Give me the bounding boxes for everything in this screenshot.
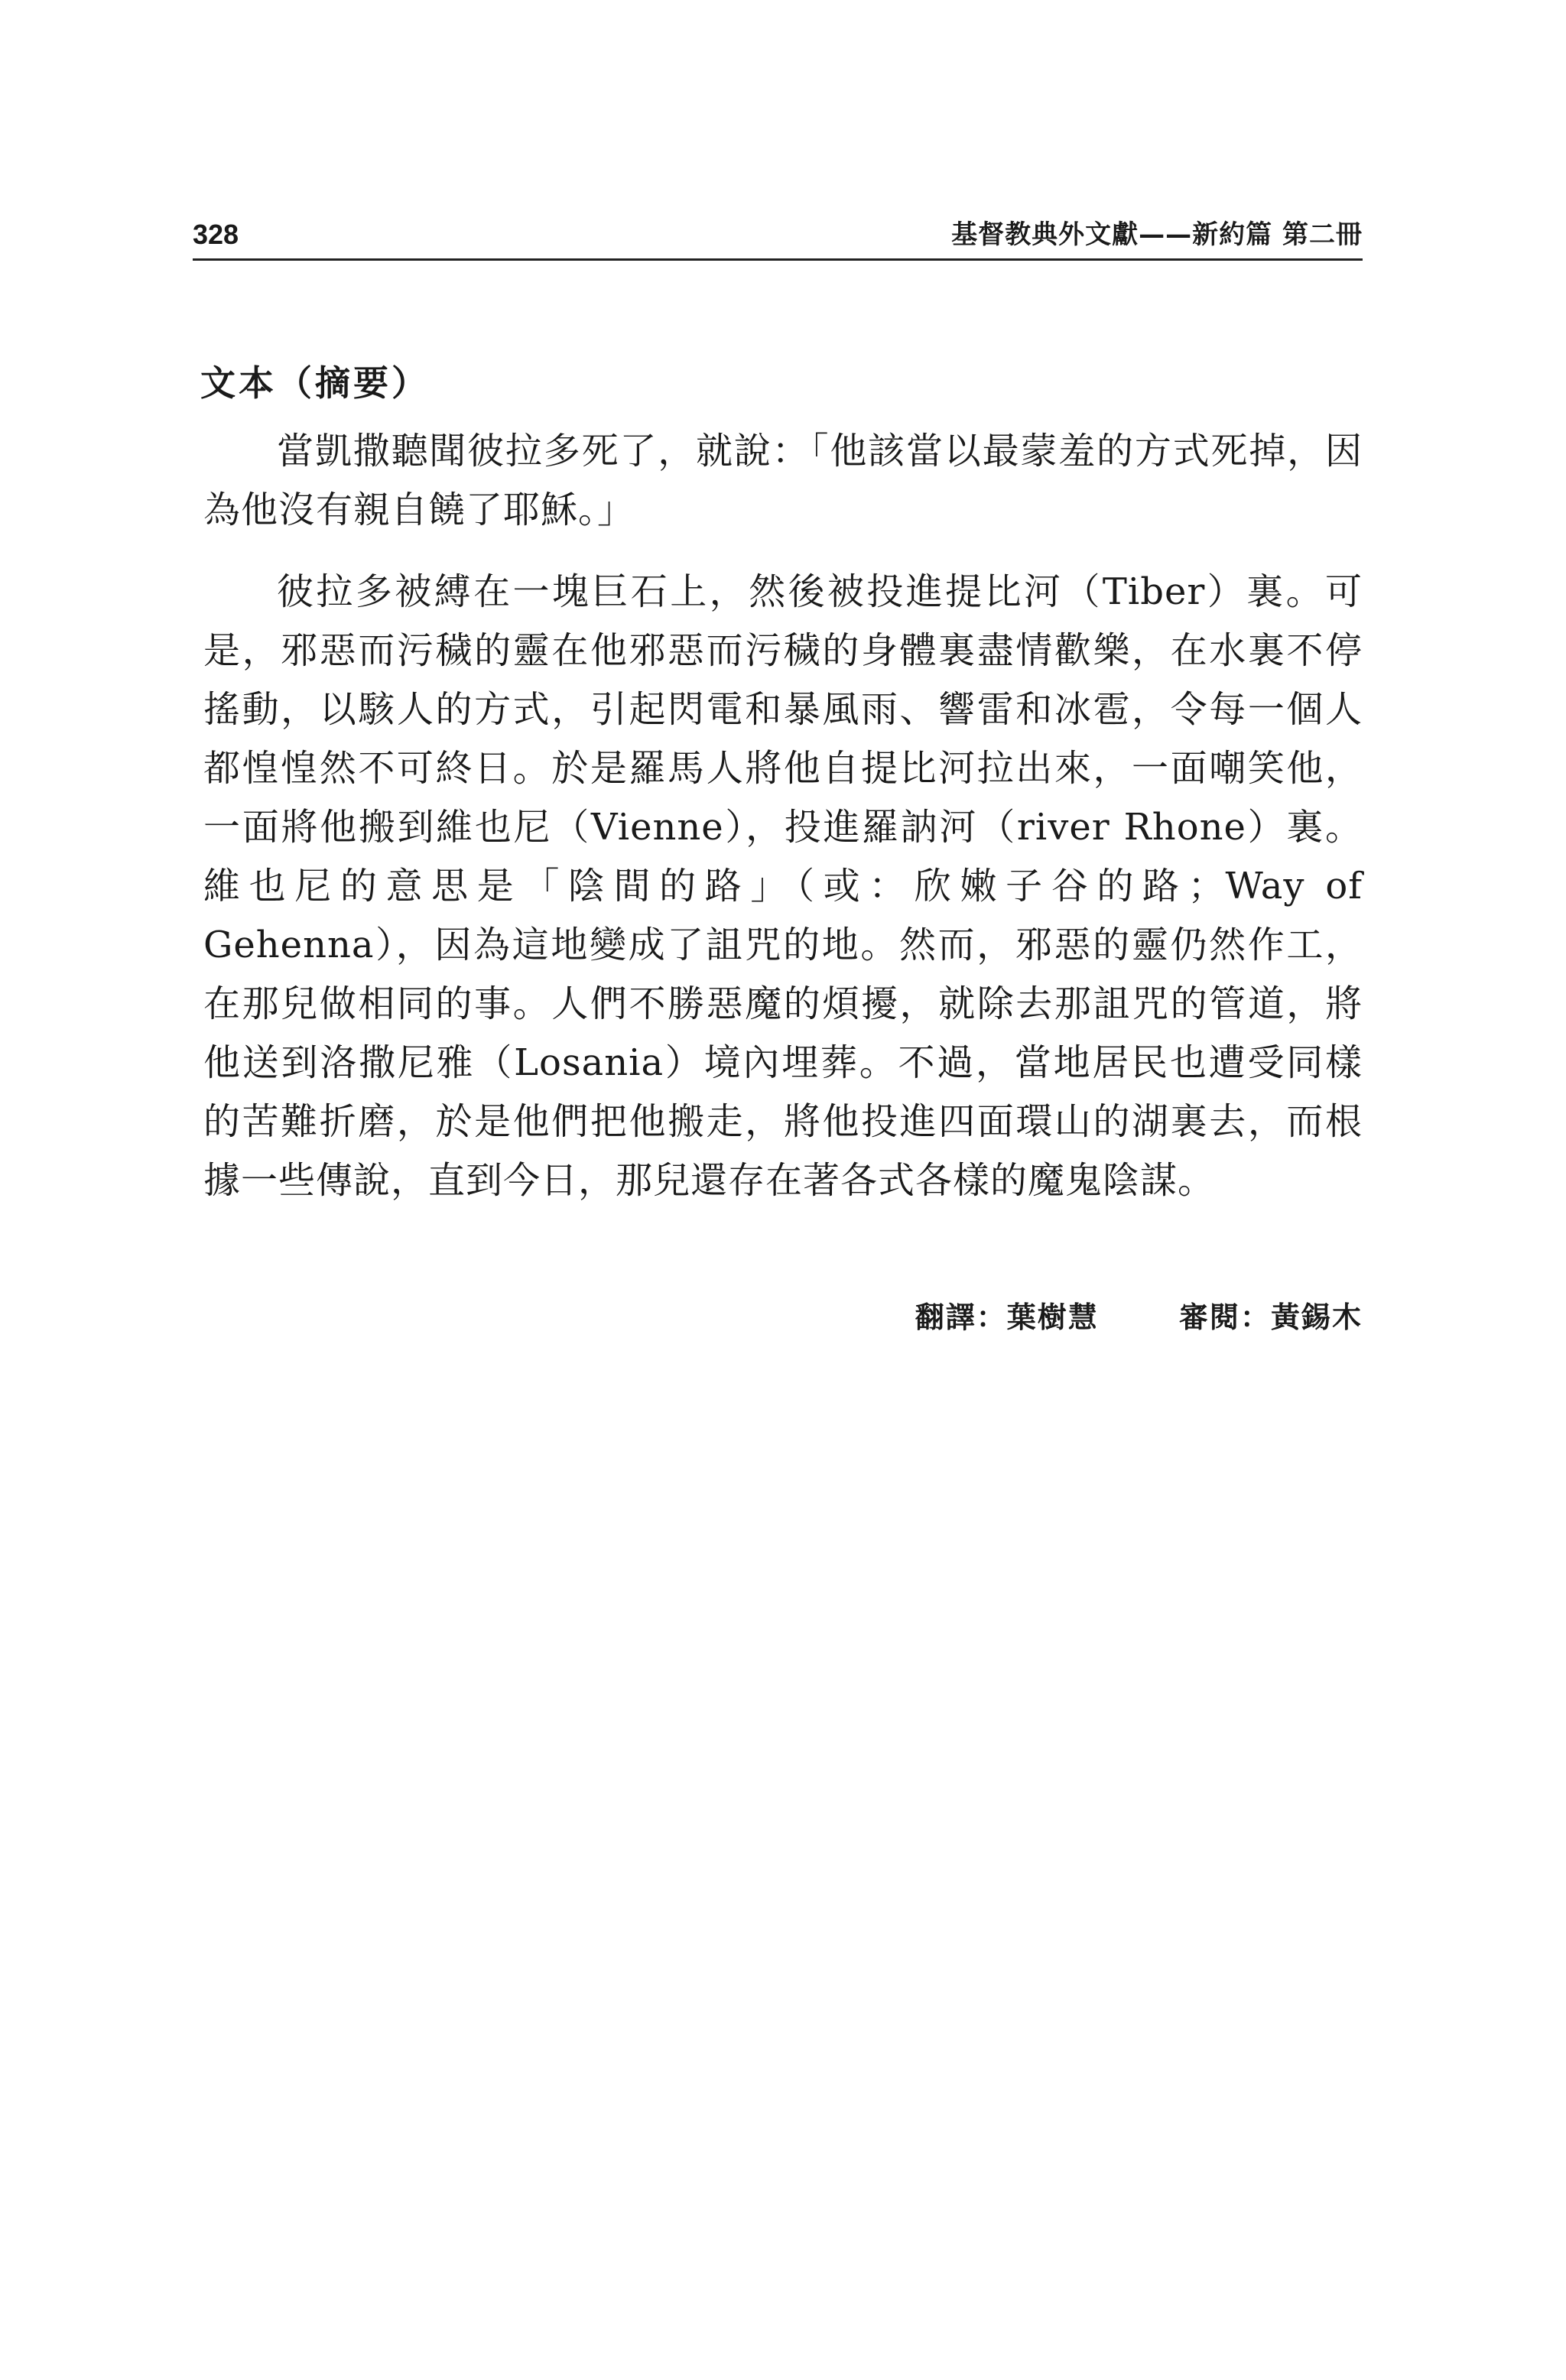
body-text [203,422,1363,1233]
paragraph-2: 彼拉多被縛在一塊巨石上，然後被投進提比河（Tiber）裏。可是，邪惡而污穢的靈在他邪惡而污穢的身體裏盡情歡樂，在水裏不停搖動，以駭人的方式，引起閃電和暴風雨、響雷和冰雹，令每一個人都惶惶然不可終日。於是羅馬人將他自提比河拉出來，一面嘲笑他，一面將他搬到維也尼（Vienne），投進羅訥河（river Rhone）裏。維也尼的意思是「陰間的路」（或：欣嫩子谷的路；Way of Gehenna），因為這地變成了詛咒的地。然而，邪惡的靈仍然作工，在那兒做相同的事。人們不勝惡魔的煩擾，就除去那詛咒的管道，將他送到洛撒尼雅（Losania）境內埋葬。不過，當地居民也遭受同樣的苦難折磨，於是他們把他搬走，將他投進四面環山的湖裏去，而根據一些傳說，直到今日，那兒還存在著各式各樣的魔鬼陰謀。 [203,570,1363,1202]
page-number: 328 [193,219,239,250]
reviewer-credit: 審閱：黃錫木 [1178,1300,1363,1334]
paragraph-1: 當凱撒聽聞彼拉多死了，就說：「他該當以最蒙羞的方式死掉，因為他沒有親自饒了耶穌。」 [203,430,1363,531]
credits [915,1294,1363,1336]
book-title: 基督教典外文獻——新約篇 第二冊 [951,219,1363,250]
section-heading: 文本（摘要） [200,362,430,404]
translator-credit: 翻譯：葉樹慧 [915,1300,1099,1334]
running-header [193,213,1363,261]
